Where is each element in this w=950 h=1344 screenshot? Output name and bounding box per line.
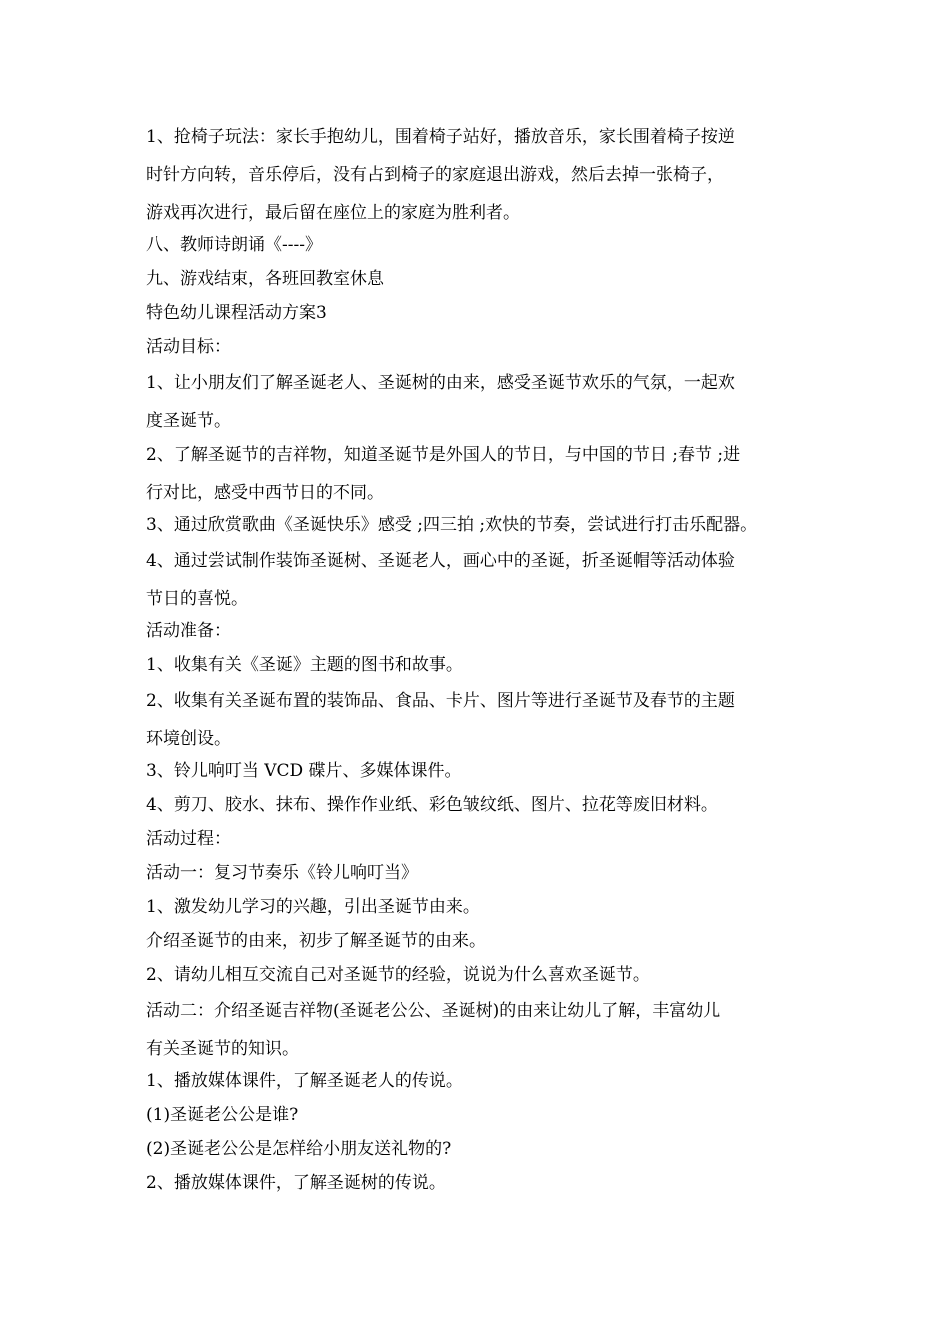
paragraph xyxy=(146,856,816,890)
paragraph xyxy=(146,648,816,682)
paragraph xyxy=(146,958,816,992)
text-line: 1、播放媒体课件，了解圣诞老人的传说。 xyxy=(146,1071,463,1091)
text-line: 3、铃儿响叮当 VCD 碟片、多媒体课件。 xyxy=(146,761,462,781)
text-line: 节日的喜悦。 xyxy=(146,589,248,609)
text-line: 2、请幼儿相互交流自己对圣诞节的经验，说说为什么喜欢圣诞节。 xyxy=(146,965,650,985)
paragraph xyxy=(146,924,816,958)
text-line: 活动准备： xyxy=(146,621,231,641)
paragraph xyxy=(146,228,816,262)
text-line: (1)圣诞老公公是谁? xyxy=(146,1105,299,1125)
text-line: 2、收集有关圣诞布置的装饰品、食品、卡片、图片等进行圣诞节及春节的主题 xyxy=(146,691,735,711)
paragraph xyxy=(146,1132,816,1166)
text-line: 1、激发幼儿学习的兴趣，引出圣诞节由来。 xyxy=(146,897,480,917)
paragraph xyxy=(146,118,816,232)
paragraph xyxy=(146,614,816,648)
text-line: (2)圣诞老公公是怎样给小朋友送礼物的? xyxy=(146,1139,452,1159)
paragraph xyxy=(146,754,816,788)
text-line: 1、抢椅子玩法：家长手抱幼儿，围着椅子站好，播放音乐，家长围着椅子按逆 xyxy=(146,127,735,147)
paragraph xyxy=(146,542,816,618)
text-line: 1、收集有关《圣诞》主题的图书和故事。 xyxy=(146,655,463,675)
paragraph xyxy=(146,1098,816,1132)
paragraph xyxy=(146,364,816,440)
text-line: 度圣诞节。 xyxy=(146,411,231,431)
text-line: 1、让小朋友们了解圣诞老人、圣诞树的由来，感受圣诞节欢乐的气氛，一起欢 xyxy=(146,373,735,393)
text-line: 特色幼儿课程活动方案3 xyxy=(146,303,327,323)
paragraph xyxy=(146,992,816,1068)
paragraph xyxy=(146,508,816,542)
text-line: 2、了解圣诞节的吉祥物，知道圣诞节是外国人的节日，与中国的节日 ;春节 ;进 xyxy=(146,445,741,465)
paragraph xyxy=(146,890,816,924)
text-line: 介绍圣诞节的由来，初步了解圣诞节的由来。 xyxy=(146,931,486,951)
text-line: 活动目标： xyxy=(146,337,231,357)
paragraph xyxy=(146,296,816,330)
text-line: 有关圣诞节的知识。 xyxy=(146,1039,299,1059)
document-body xyxy=(146,118,816,1200)
text-line: 4、通过尝试制作装饰圣诞树、圣诞老人，画心中的圣诞，折圣诞帽等活动体验 xyxy=(146,551,735,571)
text-line: 游戏再次进行，最后留在座位上的家庭为胜利者。 xyxy=(146,203,520,223)
text-line: 4、剪刀、胶水、抹布、操作作业纸、彩色皱纹纸、图片、拉花等废旧材料。 xyxy=(146,795,718,815)
paragraph xyxy=(146,436,816,512)
text-line: 活动二：介绍圣诞吉祥物(圣诞老公公、圣诞树)的由来让幼儿了解，丰富幼儿 xyxy=(146,1001,721,1021)
paragraph xyxy=(146,788,816,822)
paragraph xyxy=(146,262,816,296)
text-line: 活动过程： xyxy=(146,829,231,849)
paragraph xyxy=(146,330,816,364)
text-line: 2、播放媒体课件，了解圣诞树的传说。 xyxy=(146,1173,446,1193)
text-line: 行对比，感受中西节日的不同。 xyxy=(146,483,384,503)
text-line: 3、通过欣赏歌曲《圣诞快乐》感受 ;四三拍 ;欢快的节奏，尝试进行打击乐配器。 xyxy=(146,515,758,535)
text-line: 环境创设。 xyxy=(146,729,231,749)
paragraph xyxy=(146,1064,816,1098)
text-line: 九、游戏结束，各班回教室休息 xyxy=(146,269,384,289)
paragraph xyxy=(146,682,816,758)
paragraph xyxy=(146,822,816,856)
text-line: 八、教师诗朗诵《----》 xyxy=(146,235,322,255)
text-line: 时针方向转，音乐停后，没有占到椅子的家庭退出游戏，然后去掉一张椅子， xyxy=(146,165,724,185)
paragraph xyxy=(146,1166,816,1200)
text-line: 活动一：复习节奏乐《铃儿响叮当》 xyxy=(146,863,418,883)
